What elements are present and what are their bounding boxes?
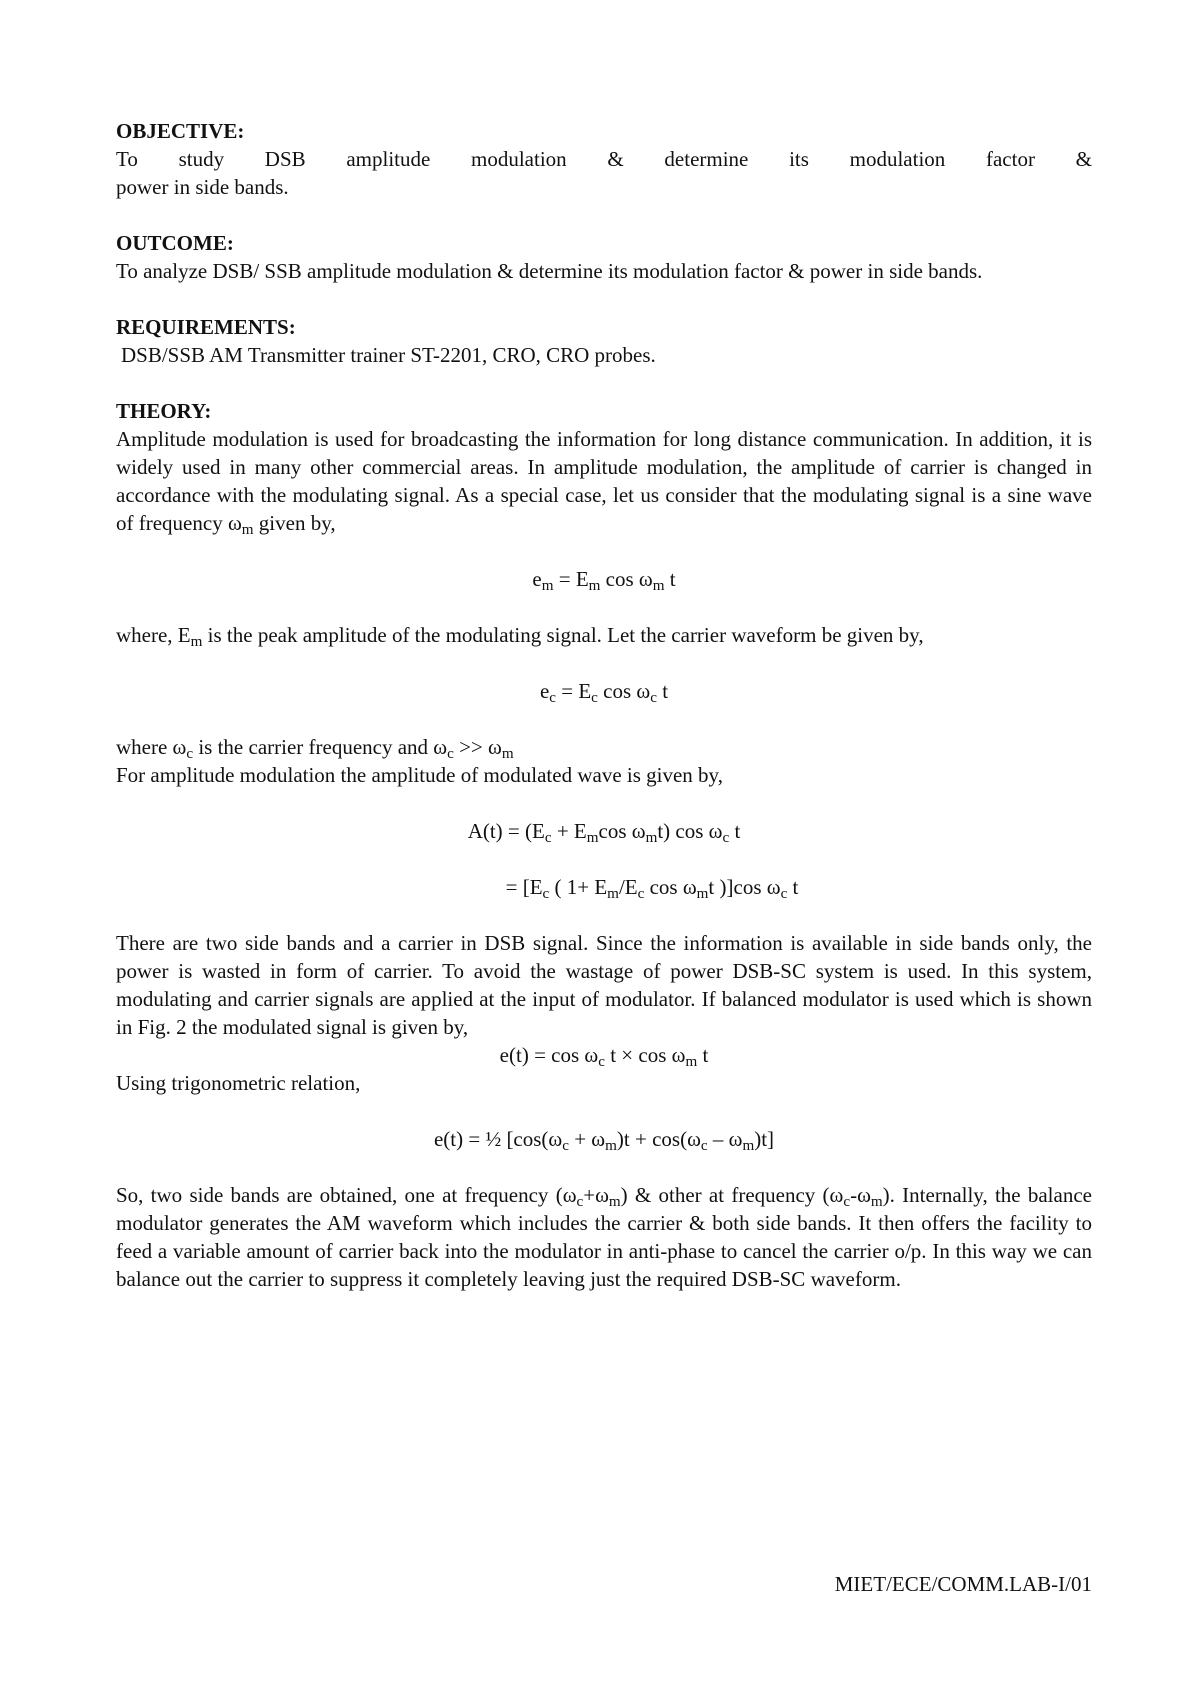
theory-paragraph-1: Amplitude modulation is used for broadcasting the information for long distance communication. In addition, it is widely used in many other commercial areas. In amplitude modulation, the amplitude of carrier is changed in accordance with the modulating signal. As a special case, let us consider that the modulating signal is a sine wave of frequency $\omega_m$ given by, xyxy=(116,427,1092,538)
equation-at-2: = [$E_c$ ( $1+ E_m/E_c$ $\cos \omega_mt$ )]cos $\omega_c$ t xyxy=(505,875,799,902)
requirements-text: DSB/SSB AM Transmitter trainer ST-2201, CRO, CRO probes. xyxy=(121,343,656,367)
equation-et: $e(t) = \cos \omega_c$ $t \times \cos \omega_m$ t xyxy=(499,1043,709,1070)
equation-half: e(t) = ½ $[\cos(\omega_c + \omega_m)t + \cos(\omega_c - \omega_m)t]$ xyxy=(433,1127,775,1154)
theory-paragraph-2: There are two side bands and a carrier in DSB signal. Since the information is available in side bands only, the power is wasted in form of carrier. To avoid the wastage of power DSB-SC system is used. In this system, modulating and carrier signals are applied at the input of modulator. If balanced modulator is used which is shown in Fig. 2 the modulated signal is given by, xyxy=(116,931,1092,1039)
equation-em: $e_m = E_m$ $\cos \omega_m$ t xyxy=(532,567,676,594)
page-footer: MIET/ECE/COMM.LAB-I/01 xyxy=(834,1572,1092,1596)
where-em-text: where, $E_m$ is the peak amplitude of the modulating signal. Let the carrier waveform be given by, xyxy=(116,623,924,650)
equation-ec: $e_c = E_c$ $\cos \omega_c$ t xyxy=(539,679,669,706)
objective-heading: OBJECTIVE: xyxy=(116,119,245,143)
requirements-heading: REQUIREMENTS: xyxy=(116,315,296,339)
outcome-text: To analyze DSB/ SSB amplitude modulation & determine its modulation factor & power in side bands. xyxy=(116,259,983,283)
outcome-heading: OUTCOME: xyxy=(116,231,234,255)
objective-text-line2: power in side bands. xyxy=(116,175,289,199)
for-am-text: For amplitude modulation the amplitude of modulated wave is given by, xyxy=(116,763,723,787)
trig-relation-text: Using trigonometric relation, xyxy=(116,1071,361,1095)
where-wc-text: where $\omega_c$ is the carrier frequency and $\omega_c >> \omega_m$ xyxy=(116,735,514,762)
objective-text-line1: To study DSB amplitude modulation & determine its modulation factor & xyxy=(116,147,1092,171)
theory-heading: THEORY: xyxy=(116,399,212,423)
equation-at-1: $A(t) = (E_c + E_m\cos$ $\omega_mt$) $\cos \omega_c$ t xyxy=(467,819,741,846)
document-body xyxy=(116,117,1092,1293)
theory-paragraph-3: So, two side bands are obtained, one at frequency $(\omega_c+\omega_m)$ & other at frequency $(\omega_c-\omega_m)$. Internally, the balance modulator generates the AM waveform which includes the carrier & both side bands. It then offers the facility to feed a variable amount of carrier back into the modulator in anti-phase to cancel the carrier o/p. In this way we can balance out the carrier to suppress it completely leaving just the required DSB-SC waveform. xyxy=(116,1183,1092,1291)
